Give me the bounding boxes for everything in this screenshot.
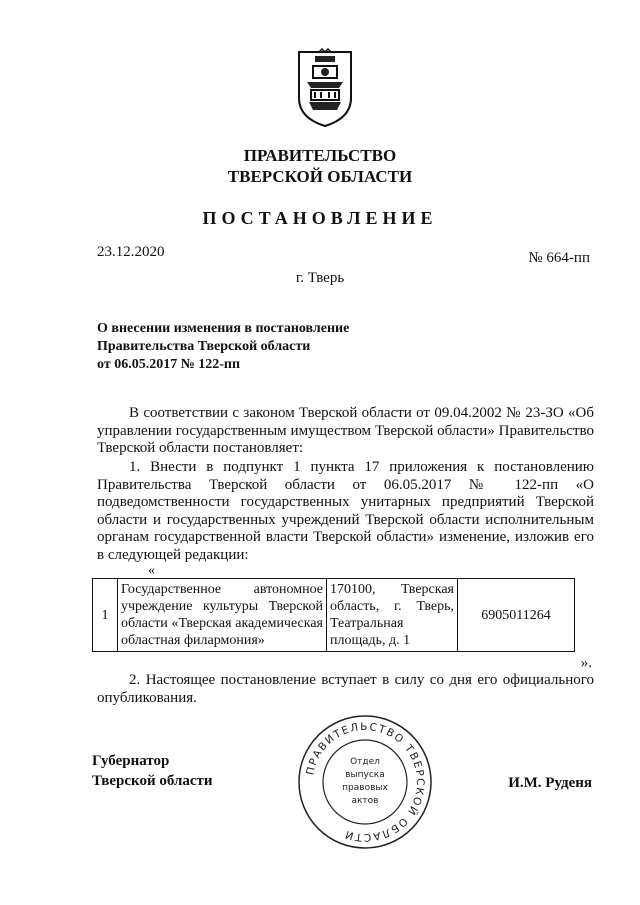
document-number: № 664-пп [528,250,590,266]
subject-line2: Правительства Тверской области [97,339,311,354]
quote-open: « [148,563,155,578]
subject-line1: О внесении изменения в постановление [97,321,350,336]
stamp-center-line1: Отдел [350,757,380,767]
amendment-table [92,578,575,652]
coat-of-arms-emblem [295,48,355,128]
org-name-line1: ПРАВИТЕЛЬСТВО [243,146,397,165]
table-cell-name: Государственное автономное учреждение культуры Тверской области «Тверская академическая областная филармония» [118,579,327,652]
table-cell-inn: 6905011264 [458,579,575,652]
document-date: 23.12.2020 [97,244,165,260]
document-city: г. Тверь [295,270,345,286]
paragraph-item-1: 1. Внести в подпункт 1 пункта 17 приложения к постановлению Правительства Тверской области от 06.05.2017 № 122-пп «О подведомственности государственных унитарных предприятий Тверской области и государственных учреждений Тверской области исполнительным органам государственной власти Тверской области» изменение, изложив его в следующей редакции: [97,459,594,563]
stamp-center-line3: правовых [342,783,388,793]
table-row [93,579,575,652]
document-type: ПОСТАНОВЛЕНИЕ [202,208,438,228]
org-name-line2: ТВЕРСКОЙ ОБЛАСТИ [227,167,413,186]
table-cell-number: 1 [93,579,118,652]
stamp-ring-text: ПРАВИТЕЛЬСТВО ТВЕРСКОЙ ОБЛАСТИ [304,720,427,844]
paragraph-item-2: 2. Настоящее постановление вступает в силу со дня его официального опубликования. [97,672,594,706]
signatory-title-line1: Губернатор [92,753,170,769]
quote-close: ». [580,655,592,671]
document-subject [97,320,349,374]
signatory-title-line2: Тверской области [92,773,213,789]
stamp-center-line4: актов [351,796,379,806]
table-cell-address: 170100, Тверская область, г. Тверь, Театральная площадь, д. 1 [327,579,458,652]
paragraph-preamble: В соответствии с законом Тверской области от 09.04.2002 № 23-ЗО «Об управлении государственным имуществом Тверской области» Правительство Тверской области постановляет: [97,405,594,456]
signatory-title [92,751,213,791]
official-stamp [295,712,435,852]
stamp-center-line2: выпуска [345,770,385,780]
subject-line3: от 06.05.2017 № 122-пп [97,357,241,372]
signatory-name: И.М. Руденя [508,775,592,791]
